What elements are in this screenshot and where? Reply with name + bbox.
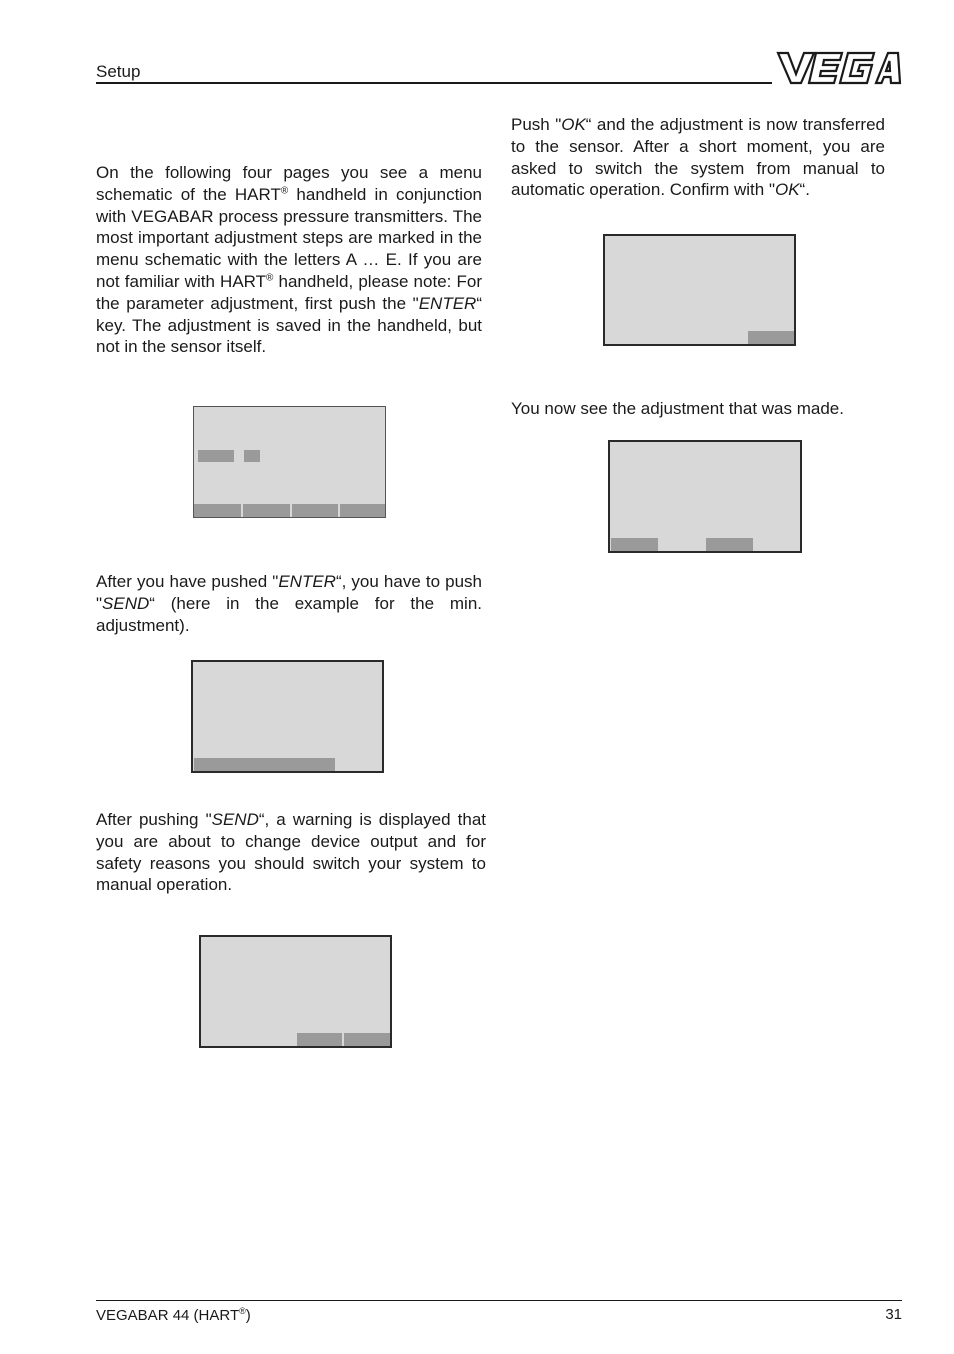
handheld-screen-5: [608, 440, 802, 553]
after-enter-paragraph: After you have pushed "ENTER“, you have to push "SEND“ (here in the example for the min. adjustment).: [96, 572, 482, 635]
softkey-abort: [297, 1033, 342, 1046]
push-ok-paragraph: Push "OK“ and the adjustment is now transferred to the sensor. After a short moment, you are asked to switch the system from manual to automatic operation. Confirm with "OK“.: [511, 115, 885, 200]
footer-rule: [96, 1300, 902, 1301]
softkey-1: [194, 504, 241, 517]
send-softkey: [194, 758, 335, 771]
softkey-left: [611, 538, 658, 551]
softkey-ok: [344, 1033, 390, 1046]
after-send-paragraph: After pushing "SEND“, a warning is displayed that you are about to change device output and for safety reasons you should switch your system to manual operation.: [96, 810, 487, 895]
handheld-screen-3: [199, 935, 392, 1048]
cursor-field: [244, 450, 260, 462]
softkey-3: [292, 504, 338, 517]
handheld-screen-1: [193, 406, 386, 518]
vega-logo: [776, 50, 902, 86]
intro-paragraph: On the following four pages you see a menu schematic of the HART® handheld in conjunction with VEGABAR process pressure transmitters. The most important adjustment steps are marked in the menu schematic with the letters A … E. If you are not familiar with HART® handheld, please note: For the parameter adjustment, first push the "ENTER“ key. The adjustment is saved in the handheld, but not in the sensor itself.: [96, 163, 482, 357]
section-title: Setup: [96, 62, 141, 81]
softkey-middle: [706, 538, 753, 551]
result-paragraph: You now see the adjustment that was made.: [511, 399, 844, 418]
softkey-2: [243, 504, 290, 517]
page-number: 31: [885, 1306, 902, 1323]
softkey-ok-confirm: [748, 331, 794, 344]
highlight-field: [198, 450, 234, 462]
header-rule: [96, 82, 772, 84]
softkey-4: [340, 504, 385, 517]
handheld-screen-4: [603, 234, 796, 346]
handheld-screen-2: [191, 660, 384, 773]
footer-doc-title: VEGABAR 44 (HART®): [96, 1306, 251, 1324]
